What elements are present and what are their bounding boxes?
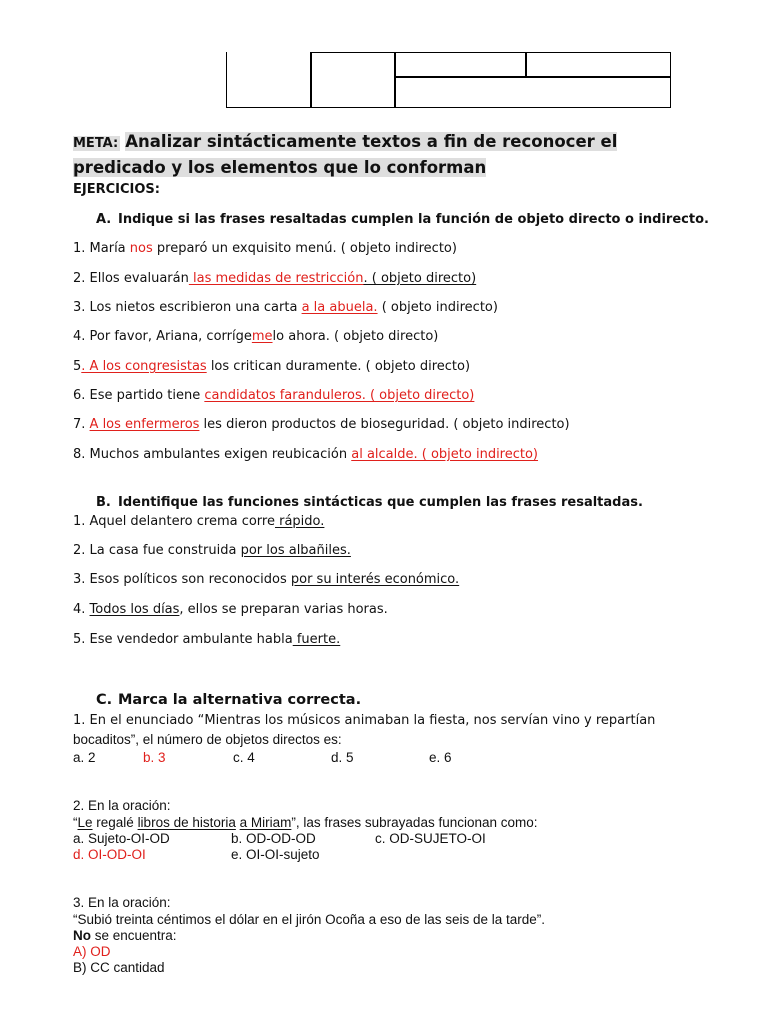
part-a-letter: A. bbox=[96, 212, 112, 227]
header-table-cell bbox=[394, 52, 527, 78]
c-q3-option-b: B) CC cantidad bbox=[73, 960, 165, 975]
part-c-letter: C. bbox=[96, 692, 113, 708]
c-q1-option-b: b. 3 bbox=[143, 750, 166, 765]
part-b-heading bbox=[96, 495, 643, 510]
meta-text: Analizar sintácticamente textos a fin de reconocer el predicado y los elementos que lo conforman bbox=[73, 132, 618, 177]
header-table-cell bbox=[394, 76, 671, 108]
header-table bbox=[226, 52, 671, 108]
a-item-3: 3. Los nietos escribieron una carta a la abuela. ( objeto indirecto) bbox=[73, 300, 498, 315]
meta-goal bbox=[73, 130, 693, 180]
b-item-4: 4. Todos los días, ellos se preparan varias horas. bbox=[73, 602, 388, 617]
header-table-cell bbox=[525, 52, 671, 78]
header-table-cell bbox=[310, 52, 396, 108]
c-q2-option-d: d. OI-OD-OI bbox=[73, 847, 146, 862]
c-q3-prompt: No se encuentra: bbox=[73, 928, 177, 943]
part-a-heading bbox=[96, 212, 709, 227]
c-q1-line1: 1. En el enunciado “Mientras los músicos animaban la fiesta, nos servían vino y repartían bbox=[73, 713, 656, 728]
c-q2-option-e: e. OI-OI-sujeto bbox=[231, 847, 320, 862]
part-a-text: Indique si las frases resaltadas cumplen la función de objeto directo o indirecto. bbox=[118, 212, 709, 227]
c-q1-option-e: e. 6 bbox=[429, 750, 452, 765]
a-item-7: 7. A los enfermeros les dieron productos de bioseguridad. ( objeto indirecto) bbox=[73, 417, 570, 432]
a-item-4: 4. Por favor, Ariana, corrígemelo ahora. ( objeto directo) bbox=[73, 329, 439, 344]
a-item-1: 1. María nos preparó un exquisito menú. ( objeto indirecto) bbox=[73, 241, 457, 256]
a-item-8: 8. Muchos ambulantes exigen reubicación al alcalde. ( objeto indirecto) bbox=[73, 447, 539, 462]
part-c-text: Marca la alternativa correcta. bbox=[118, 692, 362, 708]
meta-label: META: bbox=[73, 136, 119, 151]
c-q1-line2: bocaditos”, el número de objetos directos es: bbox=[73, 732, 342, 747]
c-q2-option-c: c. OD-SUJETO-OI bbox=[375, 831, 486, 846]
c-q2-option-b: b. OD-OD-OD bbox=[231, 831, 316, 846]
c-q2-options-row2 bbox=[73, 847, 473, 865]
c-q3-option-a: A) OD bbox=[73, 944, 111, 959]
c-q1-option-a: a. 2 bbox=[73, 750, 96, 765]
c-q2-option-a: a. Sujeto-OI-OD bbox=[73, 831, 170, 846]
a-item-2: 2. Ellos evaluarán las medidas de restricción. ( objeto directo) bbox=[73, 271, 477, 286]
header-table-cell bbox=[226, 52, 312, 108]
c-q1-option-d: d. 5 bbox=[331, 750, 354, 765]
a-item-5: 5. A los congresistas los critican duramente. ( objeto directo) bbox=[73, 359, 471, 374]
b-item-5: 5. Ese vendedor ambulante habla fuerte. bbox=[73, 632, 341, 647]
b-item-1: 1. Aquel delantero crema corre rápido. bbox=[73, 514, 325, 529]
part-b-letter: B. bbox=[96, 495, 111, 510]
c-q3-sentence: “Subió treinta céntimos el dólar en el jirón Ocoña a eso de las seis de la tarde”. bbox=[73, 912, 546, 927]
part-c-heading bbox=[96, 692, 361, 708]
a-item-6: 6. Ese partido tiene candidatos faranduleros. ( objeto directo) bbox=[73, 388, 475, 403]
c-q2-title: 2. En la oración: bbox=[73, 798, 171, 813]
ejercicios-heading: EJERCICIOS: bbox=[73, 182, 160, 197]
c-q3-title: 3. En la oración: bbox=[73, 895, 171, 910]
b-item-3: 3. Esos políticos son reconocidos por su interés económico. bbox=[73, 572, 460, 587]
b-item-2: 2. La casa fue construida por los albañiles. bbox=[73, 543, 351, 558]
part-b-text: Identifique las funciones sintácticas que cumplen las frases resaltadas. bbox=[118, 495, 643, 510]
c-q2-sentence: “Le regalé libros de historia a Miriam”, las frases subrayadas funcionan como: bbox=[73, 815, 538, 830]
c-q1-option-c: c. 4 bbox=[233, 750, 255, 765]
